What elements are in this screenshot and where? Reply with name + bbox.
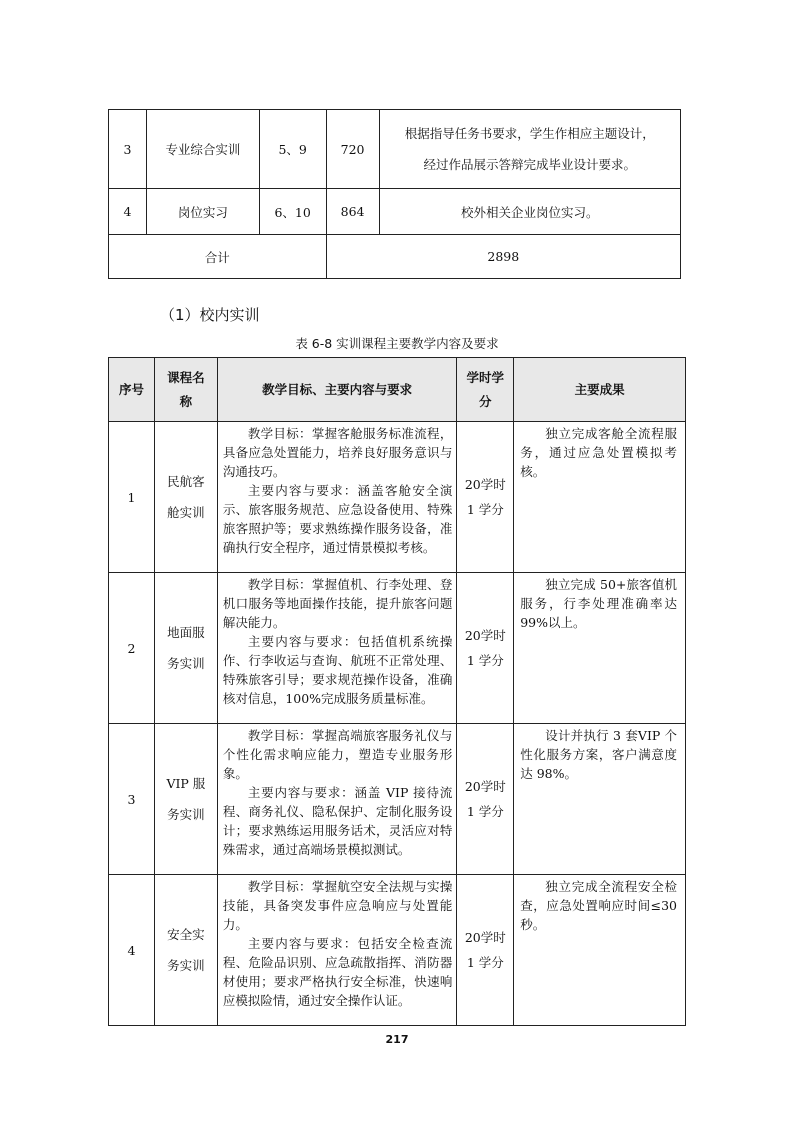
row-index: 2 <box>109 573 155 724</box>
course-name-line: VIP 服 <box>166 776 206 791</box>
main-result: 独立完成 50+旅客值机服务，行李处理准确率达 99%以上。 <box>514 573 686 724</box>
main-content: 主要内容与要求：包括安全检查流程、危险品识别、应急疏散指挥、消防器材使用；要求严格执行安全标准，快速响应模拟险情，通过安全操作认证。 <box>222 936 453 1008</box>
hours-credits <box>457 724 514 875</box>
header-course-line: 课程名 <box>167 369 205 385</box>
semester: 6、10 <box>259 189 326 235</box>
course-name-line: 务实训 <box>167 656 205 671</box>
header-result: 主要成果 <box>514 358 686 422</box>
credits: 1 学分 <box>466 955 504 970</box>
table-row <box>109 724 686 875</box>
page-number: 217 <box>385 1033 409 1046</box>
header-course-line: 称 <box>179 393 193 409</box>
course-name <box>154 724 217 875</box>
row-index: 4 <box>109 189 147 235</box>
main-result: 独立完成全流程安全检查，应急处置响应时间≤30 秒。 <box>514 875 686 1026</box>
hours-credits <box>457 422 514 573</box>
header-hours-line: 学时学 <box>466 369 505 385</box>
course-name <box>154 875 217 1026</box>
hours-credits <box>457 573 514 724</box>
course-name-line: 务实训 <box>167 807 205 822</box>
course-name-line: 地面服 <box>167 625 205 640</box>
course-content <box>217 573 457 724</box>
description-line: 根据指导任务书要求，学生作相应主题设计， <box>404 126 655 141</box>
row-index: 4 <box>109 875 155 1026</box>
total-value: 2898 <box>326 235 680 279</box>
hours: 864 <box>326 189 379 235</box>
total-label: 合计 <box>109 235 327 279</box>
hours: 20学时 <box>464 477 506 492</box>
training-courses-table <box>108 357 686 1026</box>
semester: 5、9 <box>259 110 326 189</box>
hours: 20学时 <box>464 930 506 945</box>
table-row <box>109 422 686 573</box>
main-content: 主要内容与要求：涵盖 VIP 接待流程、商务礼仪、隐私保护、定制化服务设计；要求熟练运用服务话术，灵活应对特殊需求，通过高端场景模拟测试。 <box>222 785 453 857</box>
course-name <box>154 573 217 724</box>
teaching-goal: 教学目标：掌握高端旅客服务礼仪与个性化需求响应能力，塑造专业服务形象。 <box>222 728 453 781</box>
description-line: 经过作品展示答辩完成毕业设计要求。 <box>423 157 637 172</box>
course-name: 岗位实习 <box>146 189 259 235</box>
teaching-goal: 教学目标：掌握航空安全法规与实操技能，具备突发事件应急响应与处置能力。 <box>222 879 453 932</box>
header-content: 教学目标、主要内容与要求 <box>217 358 457 422</box>
course-content <box>217 422 457 573</box>
table-header-row <box>109 358 686 422</box>
curriculum-table-continued <box>108 109 681 279</box>
header-hours-line: 分 <box>479 393 492 409</box>
row-index: 3 <box>109 724 155 875</box>
header-index: 序号 <box>109 358 155 422</box>
hours: 720 <box>326 110 379 189</box>
table-caption: 表 6-8 实训课程主要教学内容及要求 <box>295 336 499 351</box>
credits: 1 学分 <box>466 804 504 819</box>
description <box>379 110 680 189</box>
table-row <box>109 189 681 235</box>
hours: 20学时 <box>464 628 506 643</box>
course-name: 专业综合实训 <box>146 110 259 189</box>
teaching-goal: 教学目标：掌握值机、行李处理、登机口服务等地面操作技能，提升旅客问题解决能力。 <box>222 577 453 630</box>
hours: 20学时 <box>464 779 506 794</box>
course-name-line: 舱实训 <box>167 505 205 520</box>
header-course <box>154 358 217 422</box>
section-heading: （1）校内实训 <box>160 306 260 324</box>
credits: 1 学分 <box>466 502 504 517</box>
course-name-line: 民航客 <box>167 474 205 489</box>
description: 校外相关企业岗位实习。 <box>379 189 680 235</box>
main-result: 独立完成客舱全流程服务，通过应急处置模拟考核。 <box>514 422 686 573</box>
table-row <box>109 573 686 724</box>
row-index: 1 <box>109 422 155 573</box>
total-row <box>109 235 681 279</box>
teaching-goal: 教学目标：掌握客舱服务标准流程，具备应急处置能力，培养良好服务意识与沟通技巧。 <box>222 426 453 479</box>
course-name-line: 安全实 <box>167 927 205 942</box>
credits: 1 学分 <box>466 653 504 668</box>
course-name-line: 务实训 <box>167 958 205 973</box>
row-index: 3 <box>109 110 147 189</box>
table-row <box>109 875 686 1026</box>
course-name <box>154 422 217 573</box>
course-content <box>217 875 457 1026</box>
header-hours <box>457 358 514 422</box>
hours-credits <box>457 875 514 1026</box>
table-row <box>109 110 681 189</box>
course-content <box>217 724 457 875</box>
main-result: 设计并执行 3 套VIP 个性化服务方案，客户满意度达 98%。 <box>514 724 686 875</box>
main-content: 主要内容与要求：包括值机系统操作、行李收运与查询、航班不正常处理、特殊旅客引导；要求规范操作设备，准确核对信息，100%完成服务质量标准。 <box>222 634 453 706</box>
main-content: 主要内容与要求：涵盖客舱安全演示、旅客服务规范、应急设备使用、特殊旅客照护等；要求熟练操作服务设备，准确执行安全程序，通过情景模拟考核。 <box>222 483 453 555</box>
